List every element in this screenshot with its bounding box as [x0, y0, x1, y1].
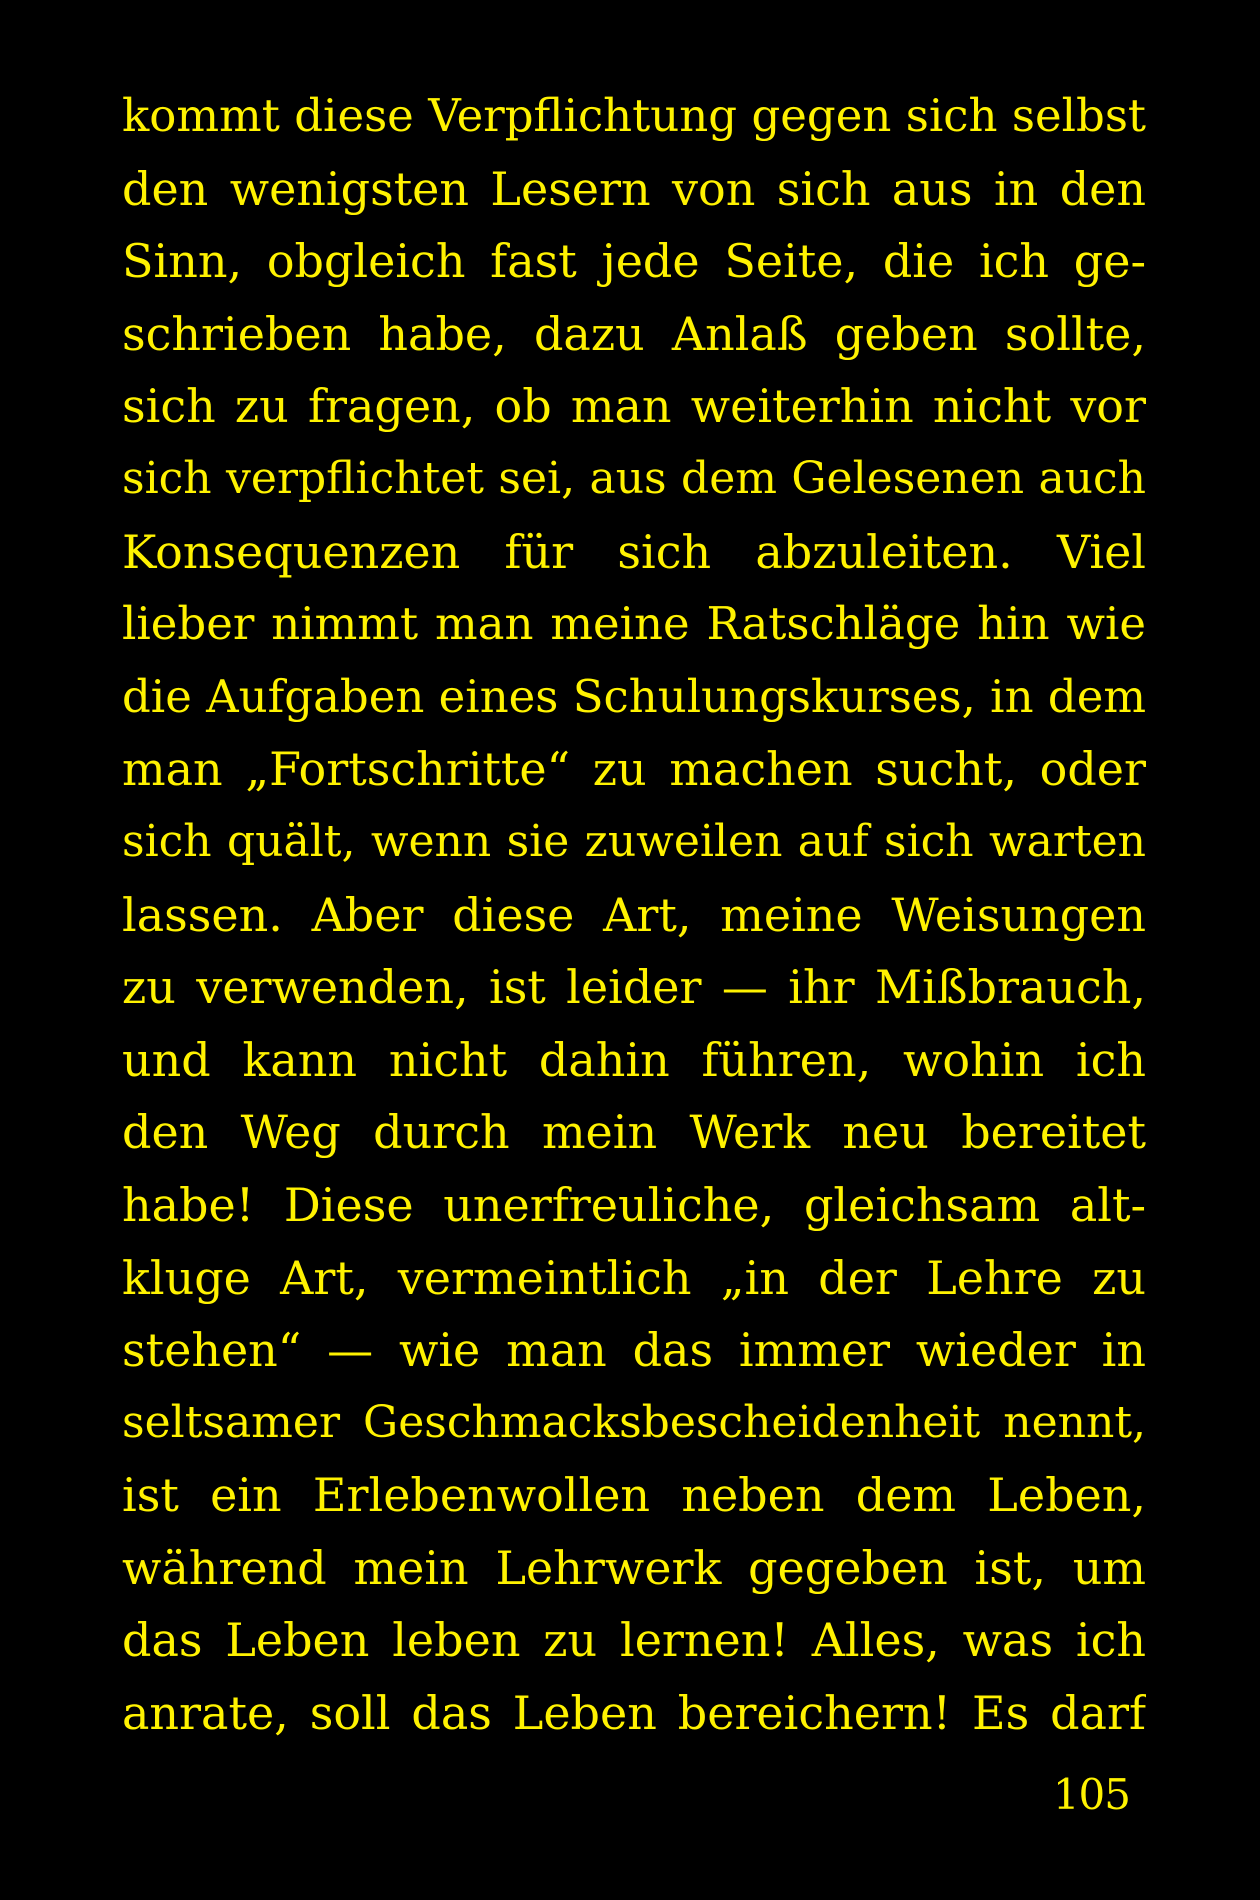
- text-line-12: lassen. Aber diese Art, meine Weisungen: [122, 887, 1146, 942]
- text-line-10: man „Fortschritte“ zu machen sucht, oder: [122, 742, 1146, 797]
- text-line-21: während mein Lehrwerk gegeben ist, um: [122, 1540, 1146, 1595]
- text-line-22: das Leben leben zu lernen! Alles, was ich: [122, 1613, 1146, 1668]
- page-number: 105: [1052, 1770, 1130, 1819]
- text-line-14: und kann nicht dahin führen, wohin ich: [122, 1032, 1146, 1087]
- text-line-2: den wenigsten Lesern von sich aus in den: [122, 161, 1146, 216]
- text-line-1: kommt diese Verpflichtung gegen sich selbst: [122, 89, 1146, 142]
- text-line-11: sich quält, wenn sie zuweilen auf sich warten: [122, 815, 1146, 867]
- text-line-9: die Aufgaben eines Schulungskurses, in dem: [122, 669, 1146, 723]
- text-line-16: habe! Diese unerfreuliche, gleichsam alt-: [122, 1177, 1146, 1232]
- text-line-7: Konsequenzen für sich abzuleiten. Viel: [122, 524, 1146, 579]
- text-line-13: zu verwenden, ist leider — ihr Mißbrauch,: [122, 960, 1146, 1015]
- text-line-15: den Weg durch mein Werk neu bereitet: [122, 1105, 1146, 1160]
- text-line-4: schrieben habe, dazu Anlaß geben sollte,: [122, 306, 1146, 361]
- text-line-8: lieber nimmt man meine Ratschläge hin wie: [122, 597, 1146, 651]
- text-line-6: sich verpflichtet sei, aus dem Gelesenen auch: [122, 452, 1146, 504]
- text-line-23: anrate, soll das Leben bereichern! Es darf: [122, 1686, 1146, 1741]
- body-text: [122, 80, 1146, 1750]
- text-line-3: Sinn, obgleich fast jede Seite, die ich ge-: [122, 234, 1146, 289]
- text-line-20: ist ein Erlebenwollen neben dem Leben,: [122, 1468, 1146, 1523]
- text-line-5: sich zu fragen, ob man weiterhin nicht vor: [122, 379, 1146, 434]
- text-line-18: stehen“ — wie man das immer wieder in: [122, 1323, 1146, 1378]
- text-line-19: seltsamer Geschmacksbescheidenheit nennt,: [122, 1396, 1146, 1448]
- text-line-17: kluge Art, vermeintlich „in der Lehre zu: [122, 1250, 1146, 1305]
